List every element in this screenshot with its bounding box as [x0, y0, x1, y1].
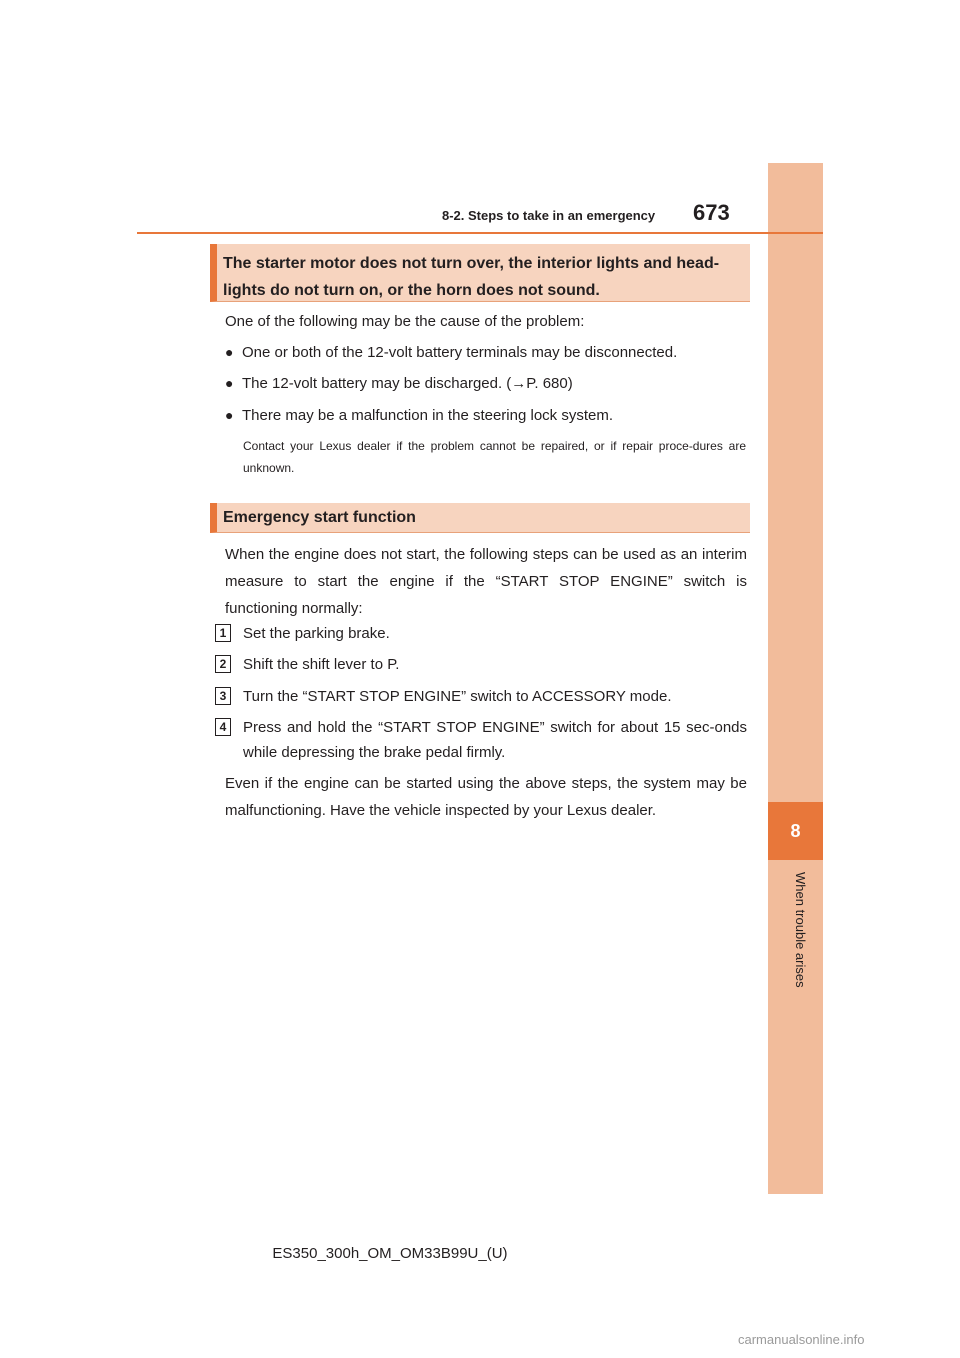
section-heading-starter: The starter motor does not turn over, the interior lights and head-lights do not turn on, or the horn does not sound.: [210, 244, 750, 302]
page-number: 673: [693, 200, 730, 225]
list-item: [225, 403, 745, 428]
step-text: Set the parking brake.: [243, 625, 390, 642]
step-number: 1: [215, 624, 231, 642]
bullet-icon: ●: [225, 375, 234, 391]
closing-paragraph: Even if the engine can be started using the above steps, the system may be malfunctioning. Have the vehicle inspected by your Lexus dealer.: [225, 775, 747, 819]
list-item: [225, 340, 745, 365]
header-divider: [137, 232, 823, 234]
section-intro: One of the following may be the cause of the problem:: [225, 313, 585, 330]
bullet-text: There may be a malfunction in the steering lock system.: [242, 407, 614, 424]
step-text: Press and hold the “START STOP ENGINE” switch for about 15 sec-onds while depressing the brake pedal firmly.: [243, 719, 747, 761]
section-heading-emergency-start: Emergency start function: [210, 503, 750, 533]
section-intro: When the engine does not start, the following steps can be used as an interim measure to start the engine if the “START STOP ENGINE” switch is functioning normally:: [225, 546, 747, 617]
step-number: 4: [215, 718, 231, 736]
chapter-title: When trouble arises: [793, 872, 808, 988]
step-number: 3: [215, 687, 231, 705]
watermark: carmanualsonline.info: [738, 1332, 865, 1347]
bullet-text: The 12-volt battery may be discharged. (→P. 680): [242, 375, 573, 392]
step-text: Turn the “START STOP ENGINE” switch to ACCESSORY mode.: [243, 688, 672, 705]
step-number: 2: [215, 655, 231, 673]
note-text: Contact your Lexus dealer if the problem cannot be repaired, or if repair proce-dures are unknown.: [243, 439, 746, 475]
section-label: 8-2. Steps to take in an emergency: [442, 208, 656, 223]
step-text: Shift the shift lever to P.: [243, 656, 400, 673]
document-id: ES350_300h_OM_OM33B99U_(U): [272, 1245, 508, 1262]
chapter-side-tab: [768, 163, 823, 1194]
bullet-icon: ●: [225, 407, 234, 423]
list-item: [225, 371, 745, 396]
chapter-number: 8: [768, 802, 823, 860]
step-item: [215, 715, 747, 767]
bullet-icon: ●: [225, 344, 234, 360]
bullet-text: One or both of the 12-volt battery terminals may be disconnected.: [242, 344, 678, 361]
